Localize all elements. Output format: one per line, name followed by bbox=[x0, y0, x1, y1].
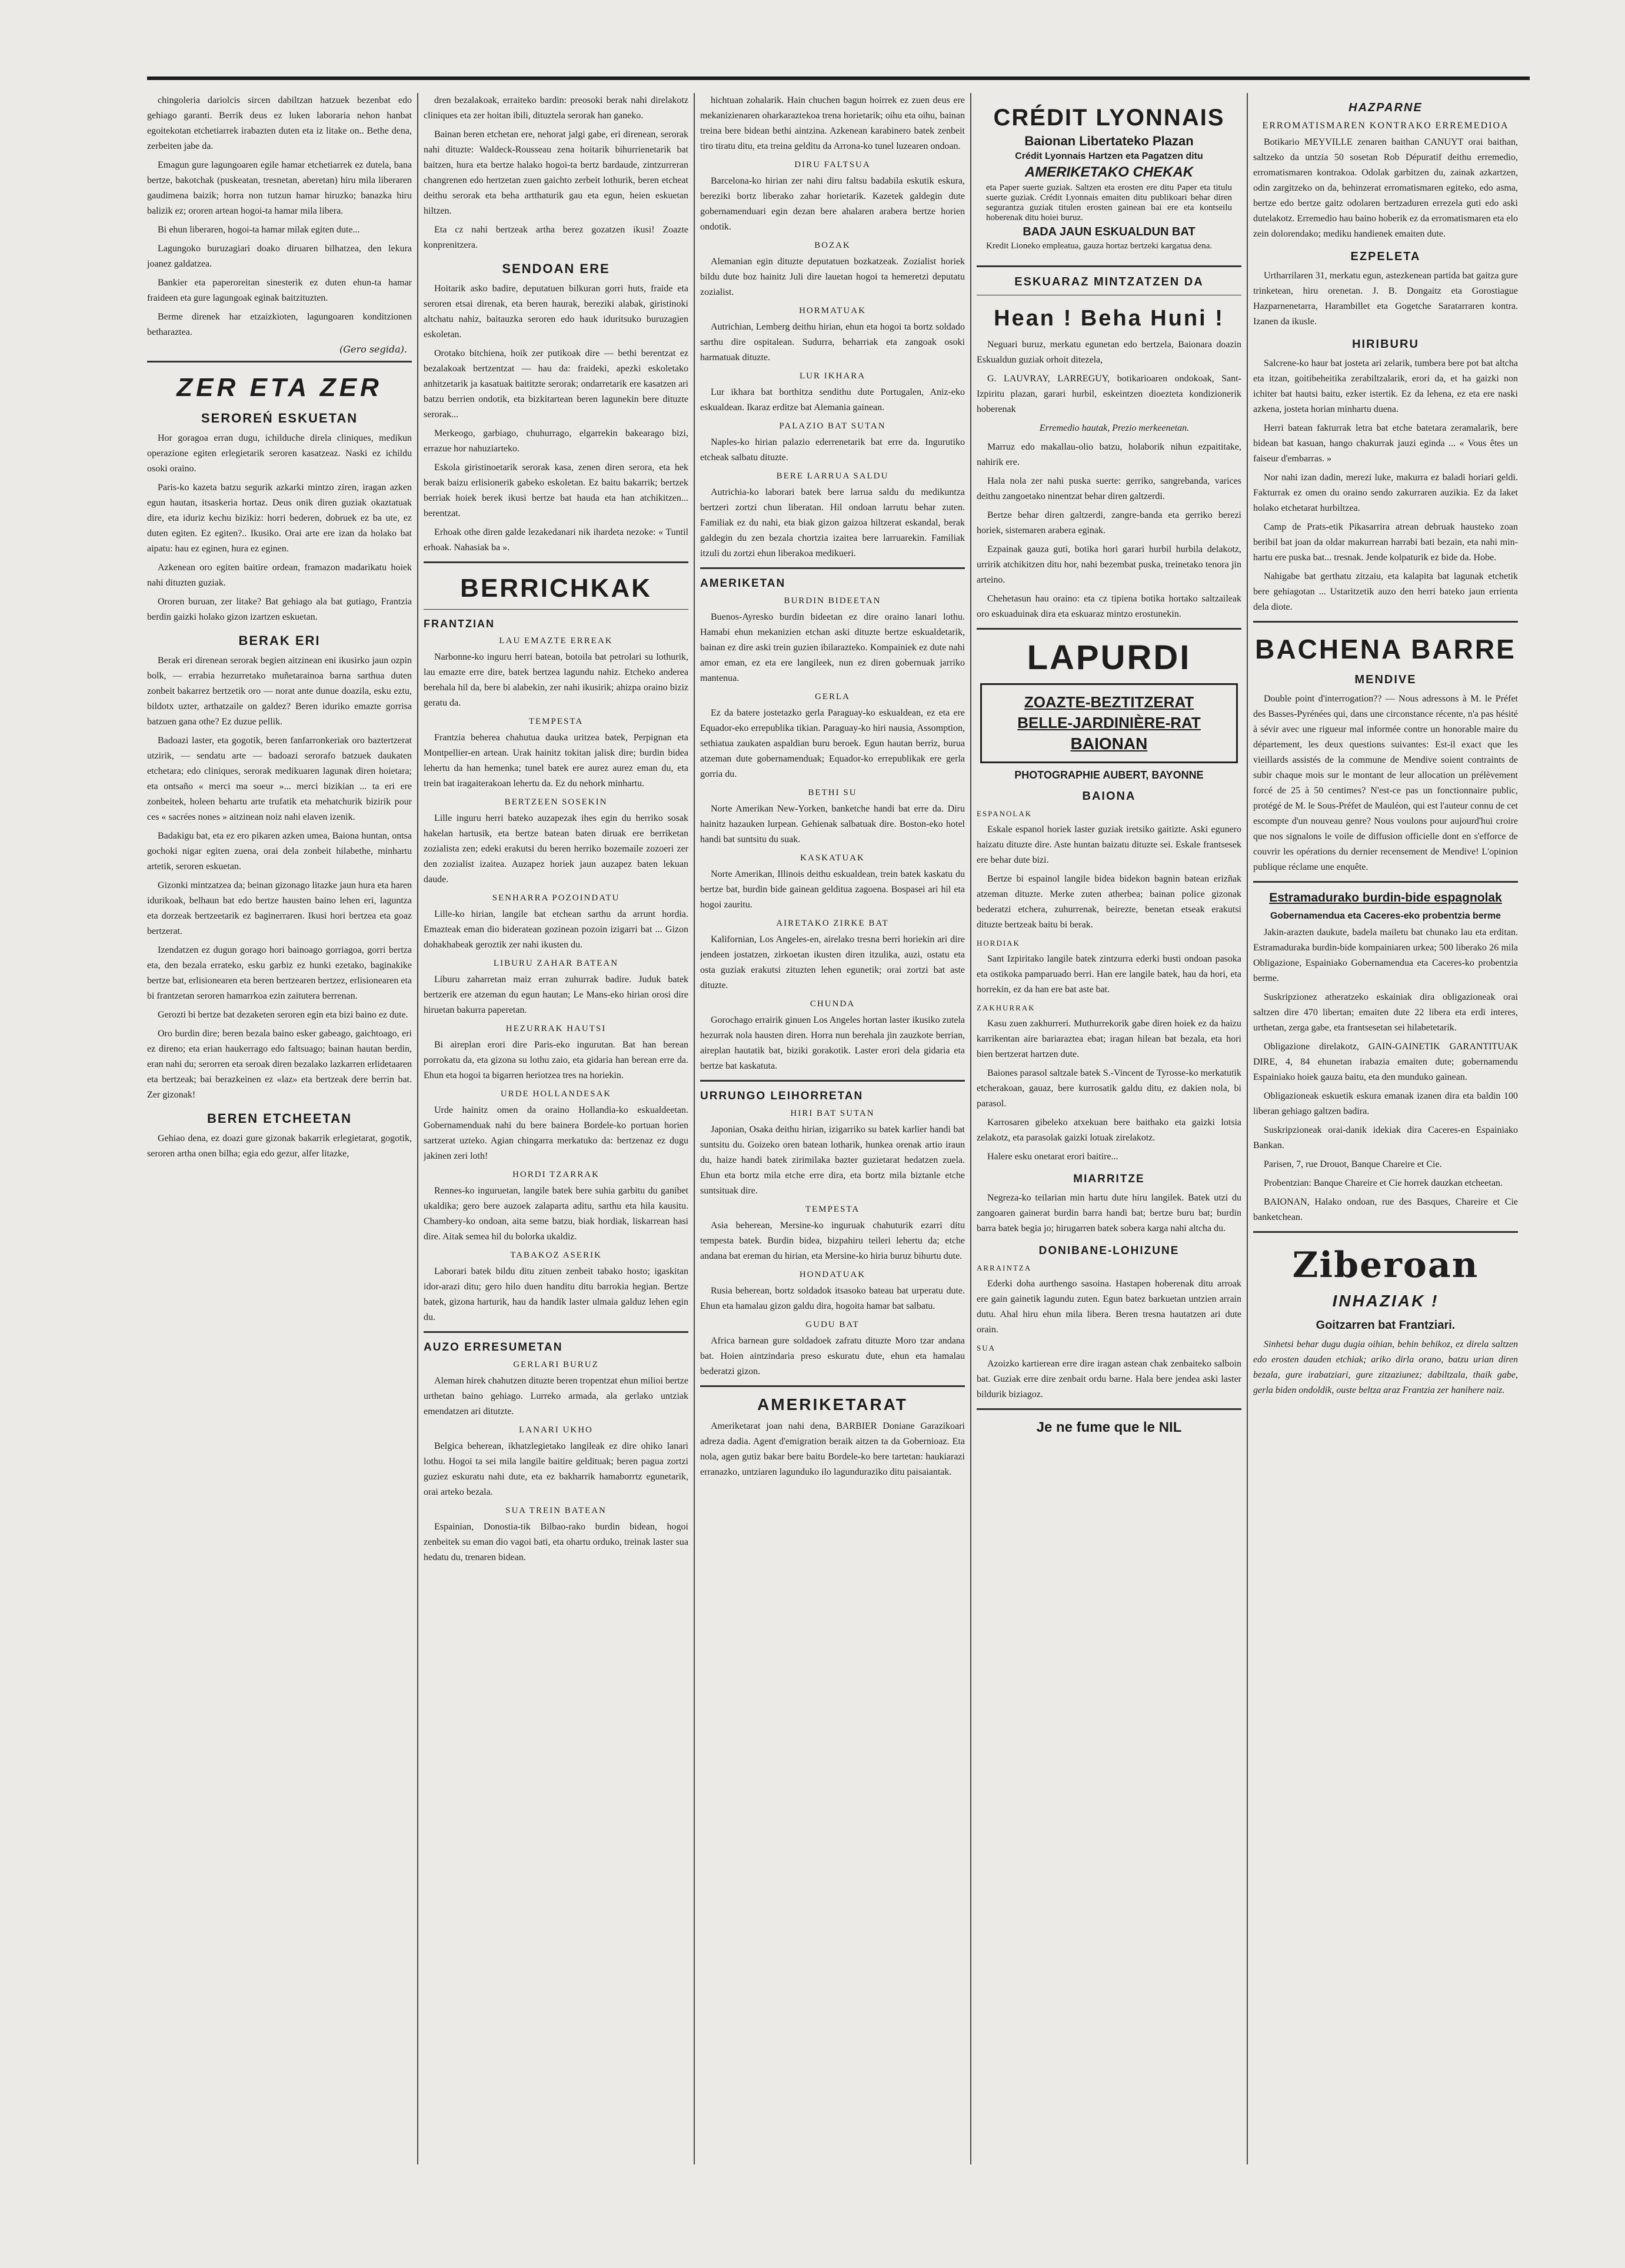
news-text: Barcelona-ko hirian zer nahi diru faltsu badabila eskutik eskura, bereziki bortz liberako zahar horietarik. Kazetek galdegin dute gobernamenduari egin dezan bere ahalaren arabera bertze horien ondotik. bbox=[700, 176, 965, 232]
news-title: BURDIN BIDEETAN bbox=[784, 596, 881, 606]
column-divider bbox=[417, 93, 418, 2164]
paragraph: Jakin-arazten daukute, badela mailetu bat chunako lau eta erditan. Estramaduraka burdin-bide kompainiaren urkea; 500 liberako 26 mila Obligazione, Espainiako Gobernamendua eta Caceres-ko probentzia berme. bbox=[1253, 927, 1518, 983]
paragraph: Bankier eta paperoreitan sinesterik ez duten ehun-ta hamar fraideen eta gure lagungoak eginak baitzituzten. bbox=[147, 278, 412, 303]
news-text: Lur ikhara bat borthitza sendithu dute Portugalen, Aniz-eko eskualdean. Ikaraz erditze bat Alemania gainean. bbox=[700, 387, 965, 413]
paragraph: Azkenean oro egiten baitire ordean, framazon madarikatu hoiek nahi dituzten guziak. bbox=[147, 563, 412, 588]
credit-title: CRÉDIT LYONNAIS bbox=[993, 105, 1225, 131]
section-rule bbox=[424, 561, 688, 563]
paragraph: Badoazi laster, eta gogotik, beren fanfarronkeriak oro baztertzerat utzirik, — sendatu arte — badoazi serorafo batzuek daukaten etchetara; edo cliniques, serorak medikuaren lagunak diren hoietara; eta ontsaño « merci ma soeur »... merci bizikian ... ta eri ere zonbeitek, holeen behartu arte trufatik eta mehatchurik bizirik pour ces « sacrées nones » aitzinean noiz nahi elaven izenik. bbox=[147, 736, 412, 822]
column-5 bbox=[1253, 93, 1518, 2164]
news-title: GERLARI BURUZ bbox=[513, 1360, 599, 1369]
news-text: Norte Amerikan, Illinois deithu eskualdean, trein batek kaskatu du bertze bat, burdin bide gainean gelditua zagoena. Bospasei ari hil eta hogoi zauritu. bbox=[700, 869, 965, 910]
credit-line: Crédit Lyonnais Hartzen eta Pagatzen ditu bbox=[1015, 151, 1203, 161]
news-text: Norte Amerikan New-Yorken, banketche handi bat erre da. Diru hainitz hazauken lurpean. Gehienak salbatuak dire. Boston-eko hotel handi bat suntsitu du suak. bbox=[700, 804, 965, 844]
news-text: Negreza-ko teilarian min hartu dute hiru langilek. Batek utzi du zangoaren gainerat burdin barra handi bat; bertze buru bat; burdin barra batek begia jo; hirugarren batek sobera karga nahi altcha du. bbox=[977, 1193, 1241, 1233]
news-text: Naples-ko hirian palazio ederrenetarik bat erre da. Ingurutiko etcheak salbatu dituzte. bbox=[700, 437, 965, 463]
news-title: GERLA bbox=[815, 692, 850, 701]
news-text: Autrichia-ko laborari batek bere larrua saldu du medikuntza bertzeri zortzi chun liberatan. Hil ondoan larrutu behar zuten. Familiak ez du nahi, eta biak gizon gaizoa hiltzerat eskandal, berak galdegin du zen bezala chortzia izaitea bere larruarekin. Familiak itzuli du zortzi ehun liberakoa medikueri. bbox=[700, 487, 965, 558]
news-text: Belgica beherean, ikhatzlegietako langileak ez dire ohiko lanari lothu. Hogoi ta sei mila langile baitire geldituak; beren pagua zortzi guziez eskuratu nahi dute, eta ez bakharrik hamaborrtz egunetarik, orai arteko bezala. bbox=[424, 1441, 688, 1497]
estremadura-title: Estramadurako burdin-bide espagnolak bbox=[1269, 891, 1502, 904]
col1-intro bbox=[147, 93, 412, 355]
paragraph: Eskola giristinoetarik serorak kasa, zenen diren serora, eta hek berak baizu erlisionerik gabeko eskoletan. Ez baitu bakarrik; bertzek berriak hoiek berek ikusi bertze bat hauda eta han atchikitzen... berentzat. bbox=[424, 463, 688, 518]
news-text: Sant Izpiritako langile batek zintzurra ederki busti ondoan pasoka eta ostikoka pamparuado berri. Han ere langile batek, hau da hori, eta horrekin, ez da han ere bat aste bat. bbox=[977, 954, 1241, 995]
paragraph: Suskripzionez atheratzeko eskainiak dira obligazioneak orai saltzen dire 470 libertan; emaiten dute 22 libera eta erdi interes, urthetan, zerga gabe, eta frantsesetan sei hilabetetarik. bbox=[1253, 992, 1518, 1033]
news-title: HONDATUAK bbox=[799, 1270, 866, 1279]
news-title: ZAKHURRAK bbox=[977, 1003, 1035, 1012]
news-title: HORDIAK bbox=[977, 939, 1020, 947]
mendive-title: MENDIVE bbox=[1354, 673, 1417, 686]
paragraph: Salcrene-ko haur bat josteta ari zelarik, tumbera bere pot bat altcha eta itzan, goitibeheitika zerabiltzalarik, erori da, et ha gaizki non ichiter bat hautsi baitu, ezker istertik. Ez da lehena, ez eta ere naski azkena, josteta horian minhartu duena. bbox=[1253, 358, 1518, 414]
photo-credit: PHOTOGRAPHIE AUBERT, BAYONNE bbox=[1014, 769, 1204, 781]
auzo-erresumetan-title: AUZO ERRESUMETAN bbox=[424, 1341, 563, 1354]
credit-lyonnais-ad bbox=[980, 99, 1238, 260]
news-text: Rennes-ko inguruetan, langile batek bere suhia garbitu du ganibet ukaldika; gero bere auzoek zalaparta aditu, sarthu eta hila kausitu. Chambery-ko ondoan, aita seme batzu, biak hordiak, liskarrean hasi dire. Aitak semea hil du bolorka ukaldiz. bbox=[424, 1186, 688, 1242]
news-text: Africa barnean gure soldadoek zafratu dituzte Moro tzar andana bat. Hoien aintzindaria preso eskuratu dute, ehun eta hamalau bederatzi gizon. bbox=[700, 1336, 965, 1376]
news-title: BERTZEEN SOSEKIN bbox=[504, 797, 608, 807]
beren-etcheetan-title: BEREN ETCHEETAN bbox=[207, 1111, 352, 1126]
paragraph: Hala nola zer nahi puska suerte: gerriko, sangrebanda, varices deithu zangoetako ninentzat behar diren galtzerdi. bbox=[977, 476, 1241, 501]
news-title: LAU EMAZTE ERREAK bbox=[499, 636, 613, 646]
inhaziak-title: INHAZIAK ! bbox=[1332, 1292, 1439, 1310]
section-rule bbox=[1253, 621, 1518, 623]
paragraph: Hoitarik asko badire, deputatuen bilkuran gorri huts, fraide eta seroren etsai direnak, eta beren haurak, bereziki alabak, giristinoki altchatu nahiz, baitauzka seroren edo hauk iduritsuko buruzagien eskoletan. bbox=[424, 284, 688, 340]
news-text: Gorochago errairik ginuen Los Angeles hortan laster ikusiko zutela hezurrak nola hausten diren. Horra nun berehala jin zauzkote berrian, aireplan hautatik bat, biziki gorakotik. Laster erori dela gidaria eta bertze bat kaskatuta. bbox=[700, 1015, 965, 1071]
paragraph: Probentzian: Banque Chareire et Cie horrek dauzkan etcheetan. bbox=[1264, 1178, 1503, 1188]
section-rule bbox=[977, 628, 1241, 630]
section-rule bbox=[1253, 1231, 1518, 1233]
paragraph: Emagun gure lagungoaren egile hamar etchetiarrek ez dutela, bana bertze, bakotchak (puskeatan, tresnetan, aberetan) hiru mila liberaren gaudimena baizik; horra non tutzun hamar hiruzko; banazka hiru balizik ez; ororen artean hogoi-ta hamar mila libera. bbox=[147, 160, 412, 216]
news-text: Japonian, Osaka deithu hirian, izigarriko su batek karlier handi bat suntsitu du. Goizeko oren batean lotharik, hunkea orenak artio iraun du, haize handi batek zirimilaka bazter guzietarat hedatzen zuela. Ehun eta bortz mila etche erre dira, eta bortz mila biztanle etche suntsituak dire. bbox=[700, 1125, 965, 1196]
ameriketan-title: AMERIKETAN bbox=[700, 577, 786, 590]
news-text: Rusia beherean, bortz soldadok itsasoko bateau bat urperatu dute. Ehun eta hamalau gizon galdu dira, hogoita hamar bat salbatu. bbox=[700, 1286, 965, 1311]
paragraph: dren bezalakoak, erraiteko bardin: preosoki berak nahi direlakotz cliniques eta zer hoitan ibili, dituztela serorak han ganeko. bbox=[424, 95, 688, 121]
paragraph: Ezpainak gauza guti, botika hori garari hurbil hurbila delakotz, urririk atchikitzen ditu hor, nahi bezembat puska, treinetako tenora jin arteino. bbox=[977, 544, 1241, 585]
news-title: ESPANOLAK bbox=[977, 809, 1033, 818]
goitzarren-subtitle: Goitzarren bat Frantziari. bbox=[1316, 1319, 1456, 1332]
paragraph: Erremedio hautak, Prezio merkeenetan. bbox=[1039, 423, 1190, 433]
sendoan-title: SENDOAN ERE bbox=[502, 261, 610, 276]
paragraph: Neguari buruz, merkatu egunetan edo bertzela, Baionara doazin Eskualdun guziak orhoit ditezela, bbox=[977, 340, 1241, 365]
news-text: Autrichian, Lemberg deithu hirian, ehun eta hogoi ta bortz soldado sarthu dire ospitalean. Sudurra, beharriak eta zangoak osoki harmatuak dituzte. bbox=[700, 322, 965, 363]
news-title: TEMPESTA bbox=[805, 1205, 860, 1214]
news-text: Narbonne-ko inguru herri batean, botoila bat petrolari su lothurik, lau emazte erre dire, batek bertzea lagundu nahiz. Etcheko anderea berehala hil da, bere bi alabekin, zer nahi ikusirik; ahizpa oraino biziz geratu da. bbox=[424, 652, 688, 708]
news-title: BOZAK bbox=[814, 241, 851, 250]
signature: (Gero segida). bbox=[339, 344, 407, 355]
news-title: HEZURRAK HAUTSI bbox=[505, 1024, 607, 1033]
credit-bada: BADA JAUN ESKUALDUN BAT bbox=[1023, 225, 1196, 238]
news-title: HORDI TZARRAK bbox=[512, 1170, 600, 1179]
seroren-title: SEROREŃ ESKUETAN bbox=[201, 411, 358, 425]
section-rule bbox=[977, 265, 1241, 267]
column-divider bbox=[1247, 93, 1248, 2164]
section-rule bbox=[700, 567, 965, 569]
news-title: LUR IKHARA bbox=[799, 371, 866, 381]
paragraph: Nahigabe bat gerthatu zitzaiu, eta kalapita bat lagunak etchetik bere gehiagotan ... Ustaritzetik auzo den herri bateko jaun errienta dela diote. bbox=[1253, 571, 1518, 612]
paragraph: Sinhetsi behar dugu dugia oihian, behin behikoz, ez direla saltzen edo erosten dauden etchiak; ariko dirla orano, batzu urian diren bezala, gure irabatziari, gure zitzaziunez; dabiltzala, thaik gabe, gerla biden ondoldik, ouste beltza araz Frantzia zer hanihere naiz. bbox=[1253, 1339, 1518, 1395]
news-title: BETHI SU bbox=[808, 788, 857, 797]
news-text: Aleman hirek chahutzen dituzte beren tropentzat ehun milioi bertze urthetan baino gehiago. Lurreko armada, ala gerlako untziak emendatzen ari ditutzte. bbox=[424, 1376, 688, 1416]
news-text: Karrosaren gibeleko atxekuan bere baithako eta gaizki lotsia zelakotz, eta parasolak gaizki lotuak zirelakotz. bbox=[977, 1118, 1241, 1143]
section-rule bbox=[424, 609, 688, 610]
credit-text: eta Paper suerte guziak. Saltzen eta erosten ere ditu Paper eta titulu suerte guziak. Crédit Lyonnais emaiten ditu publikoari behar diren segurantza guziak titulen erosten gainean bai ere eta kontseilu hoberenak ditu hoiei buruz. bbox=[986, 183, 1232, 222]
credit-subtitle: Baionan Libertateko Plazan bbox=[1024, 134, 1194, 148]
news-title: LIBURU ZAHAR BATEAN bbox=[493, 959, 619, 968]
hean-title: Hean ! Beha Huni ! bbox=[994, 306, 1224, 331]
paragraph: Bainan beren etchetan ere, nehorat jalgi gabe, eri direnean, serorak nahi dituzte: Waldeck-Rousseau zena hoitarik bihurrienetarik bat baitzen, hura eta bertze halako hogoi-ta bertz bardaude, zintzurreran changrenen edo hertzetan zuen gaichto zerbeit lothurik, beren etcheat deithu serorak eta beha artthaturik gau eta egun, heien eskuetan hiltzen. bbox=[424, 129, 688, 216]
news-title: CHUNDA bbox=[810, 999, 855, 1009]
paragraph: Eta cz nahi bertzeak artha berez gozatzen ikusi! Zoazte konprenitzera. bbox=[424, 225, 688, 250]
paragraph: G. LAUVRAY, LARREGUY, botikarioaren ondokoak, Sant-Izpiritu plazan, garari hurbil, eskeintzen dioezteta kondizionerik hoberenak bbox=[977, 374, 1241, 414]
column-divider bbox=[694, 93, 695, 2164]
paragraph: Suskripzioneak orai-danik idekiak dira Caceres-en Espainiako Bankan. bbox=[1253, 1125, 1518, 1150]
column-3 bbox=[700, 93, 965, 2164]
ezpeleta-title: EZPELETA bbox=[1350, 250, 1421, 263]
section-rule bbox=[700, 1080, 965, 1082]
paragraph: Bi ehun liberaren, hogoi-ta hamar milak egiten dute... bbox=[158, 225, 360, 235]
news-text: Baiones parasol saltzale batek S.-Vincent de Tyrosse-ko merkatutik etcherakoan, gauaz, bere kurrosatik galdu ditu, ez dakien nola, bi parasol. bbox=[977, 1068, 1241, 1109]
paragraph: Obligazioneak eskuetik eskura emanak izanen dira eta baldin 100 liberan gehiago galtzen badira. bbox=[1253, 1091, 1518, 1116]
news-text: Buenos-Ayresko burdin bideetan ez dire oraino lanari lothu. Hamabi ehun mekanizien etchan aski dituzte bertze eskualdetarik, bainan ez dire aski trein guzien ibilarazteko. Kompainiek ez dute nahi amor eman, ez eta ere langileek, nun ez diren gobernuak jarriko mantenua. bbox=[700, 612, 965, 683]
news-text: Lille-ko hirian, langile bat etchean sarthu da arrunt hordia. Emazteak eman dio bideratean gozinean pozoin izigarri bat ... Gizon dohakhabeak geroztik zer nahi ikusten du. bbox=[424, 909, 688, 950]
ameriketarat-text: Ameriketarat joan nahi dena, BARBIER Doniane Garazikoari adreza dadia. Agent d'emigration beraik aitzen ta da Gobernioaz. Eta nola, agen gutiz bakar bere baitu Bordele-ko bere tartetan: haukiarazi erranazko, untziaren lagunduko ilo lagunduraziko ditu paisaiantak. bbox=[700, 1421, 965, 1477]
credit-cheques: AMERIKETAKO CHEKAK bbox=[1024, 164, 1194, 180]
news-text: Kalifornian, Los Angeles-en, airelako tresna berri horiekin ari dire jendeen jostatzen, zirkoetan ikusten diren itzulika, auzi, ostatu eta osta guziak erakutsi zituzten lehen egunetik; orai zortzi bat aste dituzte. bbox=[700, 935, 965, 990]
paragraph: Nor nahi izan dadin, merezi luke, makurra ez baladi horiari geldi. Fakturrak ez omen du oraino sendo zakurraren auzikia. Ez da laket holako etchetarat hurbiltzea. bbox=[1253, 473, 1518, 513]
news-title: AIRETAKO ZIRKE BAT bbox=[776, 919, 889, 928]
paragraph: Berme direnek har etzaizkioten, lagungoaren konditzionen betharaztea. bbox=[147, 312, 412, 337]
paragraph: Herri batean fakturrak letra bat etche batetara zeramalarik, bere bidean bat kasuan, hango chakurrak jauzi eginda ... « Vous êtes un faiseur d'embarras. » bbox=[1253, 423, 1518, 464]
news-title: TABAKOZ ASERIK bbox=[510, 1251, 602, 1260]
paragraph: Oro burdin dire; beren bezala baino esker gabeago, gaichtoago, eri ez direno; eta erian haukerrago edo faltsuago; bainan hautan berdin, eran nahi du; serorren eta seroak diren bezalako lazkarren erlidetaaren eta bertzeak; bai berazkeinen ez «laz» eta bertzeak dere berrin bat. Zer gizonak! bbox=[147, 1029, 412, 1100]
credit-bada-text: Kredit Lioneko empleatua, gauza hortaz bertzeki kargatua dena. bbox=[986, 241, 1213, 251]
news-text: Frantzia beherea chahutua dauka uritzea batek, Perpignan eta Montpellier-en artean. Urak hainitz tokitan jalisk dire; burdin bidea lehertu da han hemenka; tunel batek ere aurez aurez eman du, eta trein bat iragaiterakoan lehertu da. Ez du nehork minhartu. bbox=[424, 733, 688, 789]
paragraph: Ororen buruan, zer litake? Bat gehiago ala bat gutiago, Frantzia berdin gaizki holako gizon izartzen eskuetan. bbox=[147, 597, 412, 622]
berak-eri-title: BERAK ERI bbox=[238, 633, 321, 648]
eskuaraz-title: ESKUARAZ MINTZATZEN DA bbox=[1014, 275, 1204, 288]
paragraph: Double point d'interrogation?? — Nous adressons à M. le Préfet des Basses-Pyrénées qui, dans une circonstance récente, n'a pas hésité à sévir avec une rigueur mal informée contre un honorable maire du département, les deux questions suivantes: Est-il exact que les vieillards assistés de la commune de Mendive soient contraints de subir chaque mois sur le montant de leur allocation un prélèvement forcé de 25 à 50 centimes? N'est-ce pas un fonctionnaire public, protégé de M. le Sous-Préfet de Mauléon, qui est l'auteur connu de cet escompte d'un nouveau genre? Nous voulons pour aujourd'hui croire que nos signalons le voile de diffusion officielle dont en s'efforce de couvrir les opérations du dernier recensement de Mendive! L'opinion publique réclame une enquête. bbox=[1253, 694, 1518, 872]
paragraph: Parisen, 7, rue Drouot, Banque Chareire et Cie. bbox=[1264, 1159, 1442, 1169]
section-rule bbox=[1253, 881, 1518, 883]
news-text: Eskale espanol horiek laster guziak iretsiko gaitizte. Aski egunero haizatu dituzte dire. Aste huntan baizatu dituzte sei. Eskale frantsesek ere behar dute bizi. bbox=[977, 824, 1241, 865]
news-title: TEMPESTA bbox=[528, 717, 584, 726]
column-2 bbox=[424, 93, 688, 2164]
news-text: Halere esku onetarat erori baitire... bbox=[987, 1152, 1118, 1162]
news-title: SUA bbox=[977, 1343, 996, 1352]
section-rule bbox=[700, 1385, 965, 1387]
paragraph: Izendatzen ez dugun gorago hori bainoago gorriagoa, gorri bertza eta, den bezala errateko, esku garbiz ez hunki ezetako, baginakike bertze bat, erlisionearen eta beren bertzearen bertzez, erlisionearen eta bi frantzetan seroren hamarrkoa ezin zaitutera berrenan. bbox=[147, 945, 412, 1001]
news-title: GUDU BAT bbox=[805, 1320, 860, 1329]
hazparne-subtitle: ERROMATISMAREN KONTRAKO ERREMEDIOA bbox=[1262, 121, 1509, 131]
column-divider bbox=[970, 93, 971, 2164]
news-text: Laborari batek bildu ditu zituen zenbeit tabako hosto; igaskitan idor-arazi ditu; gero hilo duen handitu ditu barrokia hegian. Bertze batek, gizona harturik, hau da handik laster ulmaia galduz lehen egin du. bbox=[424, 1266, 688, 1322]
section-rule bbox=[424, 1331, 688, 1333]
paragraph: Erhoak othe diren galde lezakedanari nik ihardeta nezoke: « Tuntil erhoak. Nahasiak ba ». bbox=[424, 527, 688, 553]
column-1 bbox=[147, 93, 412, 2164]
paragraph: hichtuan zohalarik. Hain chuchen bagun hoirrek ez zuen deus ere mekanizienaren oharkaraztekoa trena horietarik; oihu eta oihu, bainan treina bere bidean bethi aintzina. Azkenean karabinero batek zenbeit tiro tiratu ditu, eta treina gelditu da Arrona-ko tunel luzearen ondoan. bbox=[700, 95, 965, 151]
hiriburu-title: HIRIBURU bbox=[1352, 338, 1419, 351]
urrungo-title: URRUNGO LEIHORRETAN bbox=[700, 1090, 864, 1102]
news-title: KASKATUAK bbox=[800, 853, 865, 863]
paragraph: Badakigu bat, eta ez ero pikaren azken umea, Baiona huntan, ontsa gochoki nigar egiten zuena, orai dela zonbeit hilabethe, minhartu artetik, seroren eskuetan. bbox=[147, 831, 412, 872]
belle-jardiniere-ad bbox=[980, 683, 1238, 763]
news-text: Lille inguru herri bateko auzapezak ihes egin du herriko sosak hakelan hartusik, eta bertze batean baten diruak ere berriketan zozialista zen; edeki erakutsi du beren herriko bozemaile zozoeri zer den zozialist izaitea. Auzapez horiek jaun auzapez baten lekuan daude. bbox=[424, 813, 688, 884]
zer-eta-zer-title: ZER ETA ZER bbox=[177, 373, 382, 402]
news-text: Azoizko kartierean erre dire iragan astean chak zenbaiteko salboin bat. Guziak erre dire zenbait ordu barne. Hala bere jendea aski laster bildurik biziagoz. bbox=[977, 1359, 1241, 1399]
lapurdi-title: LAPURDI bbox=[1027, 639, 1191, 677]
paragraph: Urtharrilaren 31, merkatu egun, astezkenean partida bat gaitza gure trinketean, hiru orenetan. J. B. Dongaitz eta Gorostiague Hazparnenetarra, Harambillet eta Gogetche Saratarraren kontra. Izanen da ikusle. bbox=[1253, 271, 1518, 327]
news-text: Asia beherean, Mersine-ko inguruak chahuturik ezarri ditu tempesta batek. Burdin bidea, bizpahiru teileri lehertu da; etche andana bat ereman du hirian, eta Mersine-ko hiria buruz bihurtu dute. bbox=[700, 1221, 965, 1261]
news-text: Alemanian egin dituzte deputatuen bozkatzeak. Zozialist horiek bildu dute boz hainitz Juli dire lauetan hogoi ta hemeretzi deputatu zozialist. bbox=[700, 257, 965, 297]
doniban-title: DONIBANE-LOHIZUNE bbox=[1038, 1245, 1180, 1257]
section-rule bbox=[977, 1408, 1241, 1410]
paragraph: Gizonki mintzatzea da; beinan gizonago litazke jaun hura eta haren idurikoak, belhaun bat edo bertze hausten baino lehen eri, laguntza eta dorzeak bertzeetarik ez baginerraren. Ikusi hori bertzea eta goaz bertzerat. bbox=[147, 880, 412, 936]
news-text: Ederki doha aurthengo sasoina. Hastapen hoberenak ditu arroak ere gain gainetik lagundu zuten. Egun batez barkuetan untzien arrain dutu. Ahal hiru ehun mila libera. Beren tresna hautatzen ari dute orain. bbox=[977, 1279, 1241, 1335]
ameriketarat-title: AMERIKETARAT bbox=[757, 1395, 908, 1414]
paragraph: Marruz edo makallau-olio batzu, holaborik nihun ezpaititake, nahirik ere. bbox=[977, 442, 1241, 467]
miarritze-title: MIARRITZE bbox=[1073, 1173, 1145, 1185]
newspaper-page bbox=[147, 69, 1530, 2176]
paragraph: Chehetasun hau oraino: eta cz tipiena botika hortako saltzaileak oro eskuaduinak dira eta eskuaraz mintzo erostunekin. bbox=[977, 594, 1241, 619]
nil-ad: Je ne fume que le NIL bbox=[1036, 1419, 1182, 1435]
top-rule bbox=[147, 77, 1530, 80]
news-title: PALAZIO BAT SUTAN bbox=[779, 421, 886, 431]
news-text: Kasu zuen zakhurreri. Muthurrekorik gabe diren hoiek ez da haizu karrikentan aire bariaraztea ebat; iragan hilean bat bezala, eta hori bien bertzerat hartzen dute. bbox=[977, 1019, 1241, 1059]
news-title: DIRU FALTSUA bbox=[794, 160, 871, 169]
ad-line-3: BAIONAN bbox=[1070, 734, 1148, 753]
hazparne-title: HAZPARNE bbox=[1348, 101, 1423, 114]
paragraph: Gehiao dena, ez doazi gure gizonak bakarrik erlegietarat, gogotik, seroren artha onen bilha; egia edo gezur, alfer litazke, bbox=[147, 1133, 412, 1159]
news-title: URDE HOLLANDESAK bbox=[500, 1089, 612, 1099]
paragraph: Paris-ko kazeta batzu segurik azkarki mintzo ziren, iragan azken egun hautan, itsaskeria hortaz. Deus onik diren guziak okaztatuak dire, eta iduriz kechu bizikiz: horri bederen, dobruek ez ba ute, ez duten egiten. Ez egiten?.. Ikusiko. Orai arte ere izan da holako bat aipatu: hau ez eginen, hura ez eginen. bbox=[147, 483, 412, 554]
news-text: Ez da batere jostetazko gerla Paraguay-ko eskualdean, ez eta ere Equador-eko errepublika tikian. Paraguay-ko hiri nausia, Assomption, sethiatua zaukaten aspaldian buru beroek. Egun hautan berriz, burua atzeman dute gobernamenduak; Equador-ko errepublikak ere gerla gorria du. bbox=[700, 708, 965, 779]
news-text: Liburu zaharretan maiz erran zuhurrak badire. Juduk batek bertzerik ere atzeman du egun hautan; Le Mans-eko hirian orosi dire hiruetan bakurra paperetan. bbox=[424, 975, 688, 1015]
paragraph: Gerozti bi bertze bat dezaketen seroren egin eta bizi baino ez dute. bbox=[158, 1010, 408, 1020]
berrichkak-title: BERRICHKAK bbox=[460, 574, 652, 603]
column-4 bbox=[977, 93, 1241, 2164]
news-title: HIRI BAT SUTAN bbox=[790, 1109, 875, 1118]
estremadura-subtitle: Gobernamendua eta Caceres-eko probentzia berme bbox=[1270, 911, 1501, 921]
news-title: BERE LARRUA SALDU bbox=[776, 471, 889, 481]
news-title: SUA TREIN BATEAN bbox=[505, 1506, 607, 1515]
news-text: Bertze bi espainol langile bidea bidekon bagnin batean erizñak atzeman dituzte. Merke zuten atherbea; bainan police gizonak bederatzi etchera, zuhurrenak, beirezte, benetan etseak erakutsi dituzte bertzeak baitu bi berak. bbox=[977, 874, 1241, 930]
news-text: Urde hainitz omen da oraino Hollandia-ko eskualdeetan. Gobernamenduak nahi du bere bainera Bordele-ko portuan horien sartzerat uzteko. Agian chingarra merkatuko da: bertzenaz ez dugu jakinen zeri loth! bbox=[424, 1105, 688, 1161]
paragraph: Obligazione direlakotz, GAIN-GAINETIK GARANTITUAK DIRE, 4, 84 ehunetan irabazia emaiten dute; gobernamendu Espainiako hoiek gauza baitu, eta den munduko gainean. bbox=[1253, 1042, 1518, 1082]
paragraph: Bertze behar diren galtzerdi, zangre-banda eta gerriko berezi horiek, sistemaren arabera eginak. bbox=[977, 510, 1241, 536]
news-title: ARRAINTZA bbox=[977, 1263, 1032, 1272]
news-text: Espainian, Donostia-tik Bilbao-rako burdin bidean, hogoi zenbeitek su eman dio vagoi bati, eta ohartu orduko, treinak laster sua hedatu du, trenaren bidean. bbox=[424, 1522, 688, 1562]
paragraph: chingoleria dariolcis sircen dabiltzan hatzuek bezenbat edo gehiago garanti. Berrik deus ez luken laboraria nehon hanbat egoitekotan etchetiarrek irabazten duten eta iz litake on.. Bethe dena, zerbeiten jabe da. bbox=[147, 95, 412, 151]
paragraph: Merkeogo, garbiago, chuhurrago, elgarrekin bakearago bizi, errazue hor nahuziarteko. bbox=[424, 428, 688, 454]
news-text: Bi aireplan erori dire Paris-eko ingurutan. Bat han berean porrokatu da, eta gizona su lothu zaio, eta gidaria han berean erre da. Ehun eta hogoi ta bigarren heriotzea tres na horiekin. bbox=[424, 1040, 688, 1080]
ziberoan-title: Ziberoan bbox=[1292, 1245, 1479, 1286]
news-title: HORMATUAK bbox=[799, 306, 866, 315]
baiona-title: BAIONA bbox=[1082, 790, 1136, 803]
paragraph: Botikario MEYVILLE zenaren baithan CANUYT orai baithan, saltzeko da untzia 50 sosetan Rob Dépuratif deithu erremedio, erromatismaren kontrakoa. Odolak garbitzen du, zainak azkartzen, odin zargitzeko on da, behinzerat erromatismaren egiteko, edo asma, bertze edo bertze gaitz odolaren bertzaduren errezela guti edo aski dutelakotz. Erremedio hau baino hoberik ez da erromatismaren eta elo zein dolorendako; mediku handienek emaiten dute. bbox=[1253, 137, 1518, 239]
paragraph: Hor goragoa erran dugu, ichilduche direla cliniques, medikun operazione egiten erlegietarik seroren kasatzeaz. Naski ez ichildu osoki oraino. bbox=[147, 433, 412, 474]
paragraph: Orotako bitchiena, hoik zer putikoak dire — bethi berentzat ez bezalakoak bertzentzat — hau da: fraideki, apezki eskoletako anhitzetarik ja kasatuak baititzte serorak; ondarretarik ere kasatzen ari batzu berrien ondotik, eta bizkitartean beren lagunekin bere dituzte serorak... bbox=[424, 348, 688, 420]
paragraph: Camp de Prats-etik Pikasarrira atrean debruak hausteko zoan beribil bat joan da oldar makurrean harrabi bati bezain, eta nahi min-hartu ere puska bat... tresnak. Jende kolpaturik ez bide da. Hobe. bbox=[1253, 522, 1518, 563]
paragraph: Lagungoko buruzagiari doako diruaren bilhatzea, den lekura joanez galdatzea. bbox=[147, 244, 412, 269]
news-title: LANARI UKHO bbox=[519, 1425, 593, 1435]
frantzian-title: FRANTZIAN bbox=[424, 618, 495, 630]
ad-line-1: ZOAZTE-BEZTITZERAT bbox=[1024, 693, 1194, 711]
section-rule bbox=[147, 361, 412, 363]
news-title: SENHARRA POZOINDATU bbox=[492, 893, 620, 903]
paragraph: BAIONAN, Halako ondoan, rue des Basques, Chareire et Cie banketchean. bbox=[1253, 1197, 1518, 1222]
bachena-barre-title: BACHENA BARRE bbox=[1255, 634, 1516, 664]
ad-line-2: BELLE-JARDINIÈRE-RAT bbox=[1017, 714, 1201, 731]
paragraph: Berak eri direnean serorak begien aitzinean eni ikusirko jaun ozpin bolk, — errabia hezurretako muñetarainoa barna sarthua duten zonbeit bakarrez bertzetik oro — norat ante dunue doazila, esku eztu, bildotx uzter, arthatzaile on galdez? Beren iduriko emazte gorrisa batzuen gana othe? Ez duzue pellik. bbox=[147, 656, 412, 727]
